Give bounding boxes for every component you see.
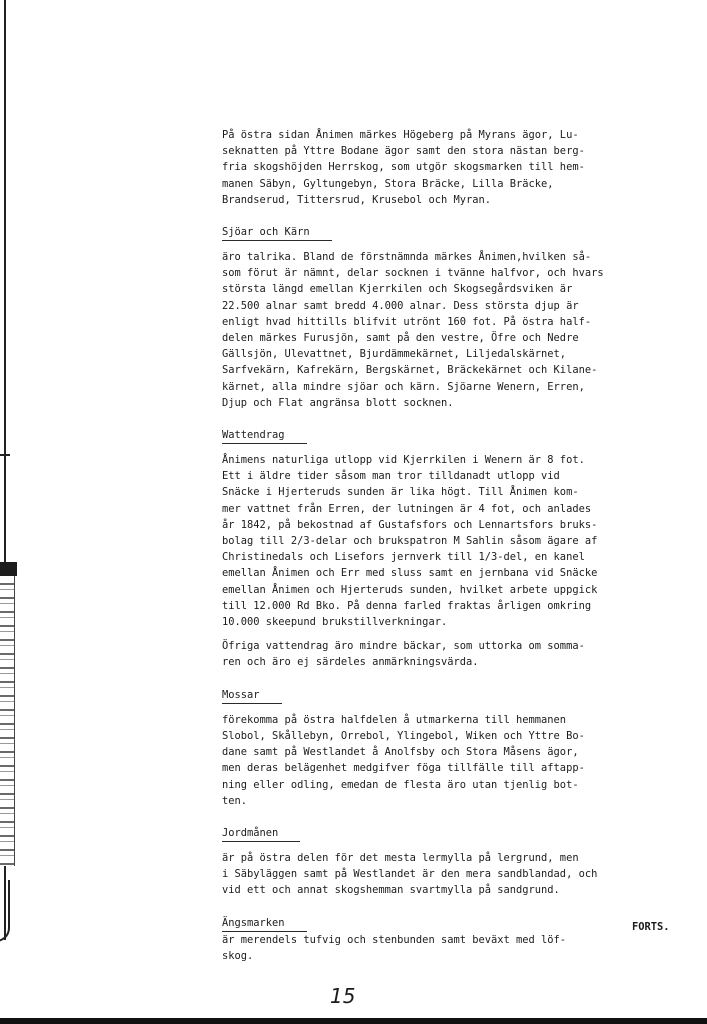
section-heading-wattendrag: Wattendrag	[222, 427, 307, 444]
section-paragraph-wattendrag: Ånimens naturliga utlopp vid Kjerrkilen i Wenern är 8 fot. Ett i äldre tider såsom man tror tilldanadt utlopp vid Snäcke i Hjerteruds sunden är lika högt. Till Ånimen kom- mer vattnet från Erren, der lutningen är 4 fot, och anlades år 1842, på bekostnad af Gustafsfors och Lennartsfors bruks- bolag till 2/3-delar och brukspatron M Sahlin såsom ägare af Christinedals och Lisefors jernverk till 1/3-del, en kanel emellan Ånimen och Err med sluss samt en jernbana vid Snäcke emellan Ånimen och Hjerteruds sunden, hvilket arbete uppgick till 12.000 Rd Bko. På denna farled fraktas årligen omkring 10.000 skeepund brukstillverkningar.	[222, 454, 598, 629]
section-paragraph-angsmarken: är merendels tufvig och stenbunden samt beväxt med löf- skog.	[222, 933, 567, 962]
intro-paragraph: På östra sidan Ånimen märkes Högeberg på Myrans ägor, Lu- seknatten på Yttre Bodane ägor samt den stora nästan berg- fria skogshöjden Herrskog, som utgör skogsmarken till hem- manen Säbyn, Gyltungebyn, Stora Bräcke, Lilla Bräcke, Brandserud, Tittersrud, Krusebol och Myran.	[222, 129, 585, 206]
section-paragraph-wattendrag-2: Öfriga vattendrag äro mindre bäckar, som uttorka om somma- ren och äro ej särdeles anmärkningsvärda.	[222, 640, 585, 669]
section-heading-jordmanen: Jordmånen	[222, 825, 300, 842]
section-paragraph-jordmanen: är på östra delen för det mesta lermylla på lergrund, men i Säbyläggen samt på Westlandet är den mera sandblandad, och vid ett och annat skogshemman svartmylla på sandgrund.	[222, 851, 598, 897]
section-heading-angsmarken: Ängsmarken	[222, 915, 307, 932]
continued-marker: FORTS.	[632, 921, 670, 933]
text-column	[222, 127, 692, 964]
binding-edge-curve	[0, 880, 10, 942]
section-heading-sjoar: Sjöar och Kärn	[222, 224, 332, 241]
section-paragraph-mossar: förekomma på östra halfdelen å utmarkerna till hemmanen Slobol, Skållebyn, Orrebol, Ylingebol, Wiken och Yttre Bo- dane samt på Westlandet å Anolfsby och Stora Måsens ägor, men deras belägenhet medgifver föga tillfälle till aftapp- ning eller odling, emedan de flesta äro utan tjenlig bot- ten.	[222, 713, 585, 807]
binding-strip	[0, 576, 15, 866]
page-number: 15	[330, 984, 356, 1008]
section-heading-mossar: Mossar	[222, 687, 282, 704]
bottom-edge-bar	[0, 1018, 707, 1024]
binding-clip-block	[0, 562, 17, 576]
section-paragraph-sjoar: äro talrika. Bland de förstnämnda märkes Ånimen,hvilken så- som förut är nämnt, delar socknen i tvänne halfvor, och hvars största längd emellan Kjerrkilen och Skogsegårdsviken är 22.500 alnar samt bredd 4.000 alnar. Dess största djup är enligt hvad hittills blifvit utrönt 160 fot. På östra half- delen märkes Furusjön, samt på den vestre, Öfre och Nedre Gällsjön, Ulevattnet, Bjurdämmekärnet, Liljedalskärnet, Sarfvekärn, Kafrekärn, Bergskärnet, Bräckekärnet och Kilane- kärnet, alla mindre sjöar och kärn. Sjöarne Wenern, Erren, Djup och Flat angränsa blott socknen.	[222, 251, 604, 409]
binding-tick-mark	[0, 454, 10, 456]
